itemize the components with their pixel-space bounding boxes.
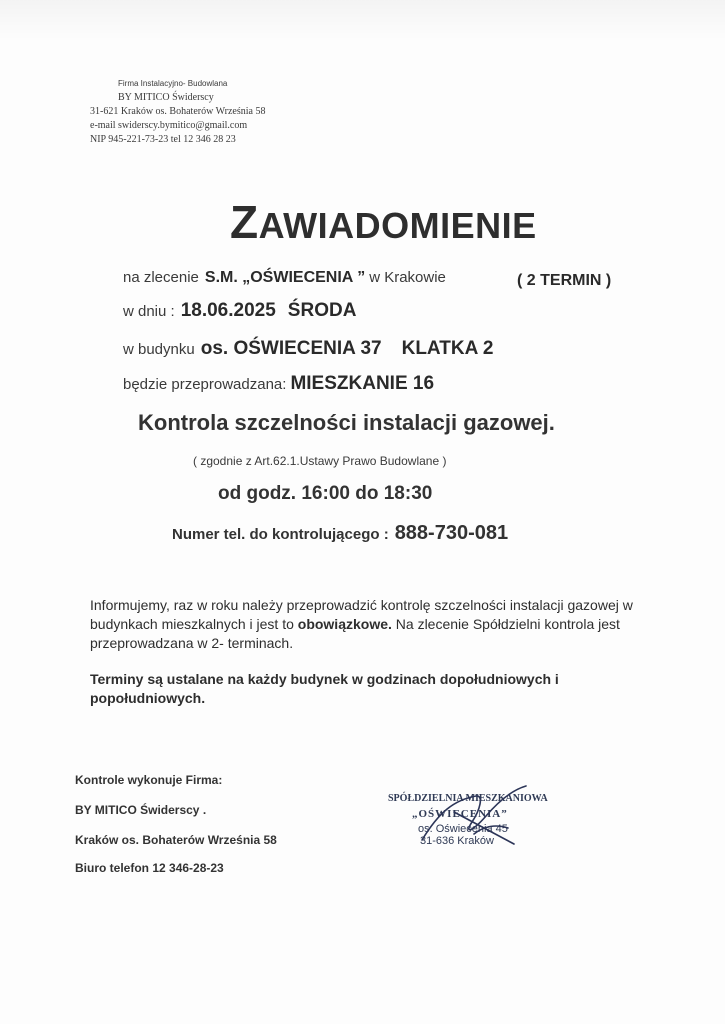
- date-value: 18.06.2025: [180, 300, 276, 321]
- schedule-paragraph: Terminy są ustalane na każdy budynek w godzinach dopołudniowych i popołudniowych.: [90, 671, 559, 706]
- date-line: [123, 300, 356, 322]
- handwritten-signature: [414, 782, 544, 857]
- stamp-line-3: os. Oświecenia 45: [418, 823, 508, 835]
- company-email: e-mail swiderscy.bymitico@gmail.com: [90, 120, 248, 131]
- stamp-line-2: „OŚWIECENIA”: [412, 808, 508, 820]
- apartment-value: MIESZKANIE 16: [290, 373, 435, 394]
- order-line: [123, 269, 612, 289]
- apartment-line: [123, 373, 434, 395]
- phone-label: Numer tel. do kontrolującego :: [172, 526, 389, 543]
- info-mandatory: obowiązkowe.: [297, 616, 392, 632]
- company-name: BY MITICO Świderscy: [118, 92, 214, 103]
- term-badge: ( 2 TERMIN ): [517, 272, 612, 289]
- building-value: os. OŚWIECENIA 37: [200, 338, 382, 359]
- performed-label: będzie przeprowadzana:: [123, 376, 287, 393]
- footer-phone: Biuro telefon 12 346-28-23: [75, 861, 224, 875]
- footer-company: BY MITICO Świderscy .: [75, 803, 207, 817]
- company-type: Firma Instalacyjno- Budowlana: [118, 79, 228, 88]
- legal-basis: ( zgodnie z Art.62.1.Ustawy Prawo Budowlane ): [193, 454, 447, 468]
- phone-number: 888-730-081: [394, 522, 509, 544]
- date-label: w dniu :: [123, 303, 175, 320]
- stamp-line-4: 31-636 Kraków: [420, 835, 494, 847]
- footer-performed-by: Kontrole wykonuje Firma:: [75, 773, 223, 787]
- scan-shadow: [0, 0, 725, 40]
- info-text-end: Na zlecenie Spółdzielni kontrola jest przeprowadzana w 2- terminach.: [90, 616, 620, 651]
- stamp-line-1: SPÓŁDZIELNIA MIESZKANIOWA: [388, 793, 548, 804]
- building-label: w budynku: [123, 341, 195, 358]
- staircase-value: KLATKA 2: [401, 338, 494, 359]
- footer-address: Kraków os. Bohaterów Września 58: [75, 833, 277, 847]
- title-initial: Z: [230, 196, 259, 248]
- building-line: [123, 338, 493, 360]
- company-address: 31-621 Kraków os. Bohaterów Września 58: [90, 106, 266, 117]
- info-paragraph: [90, 596, 650, 653]
- order-client: S.M. „OŚWIECENIA ”: [204, 269, 366, 286]
- document-title: [230, 195, 537, 249]
- inspector-phone-line: [172, 522, 508, 545]
- title-rest: AWIADOMIENIE: [258, 205, 537, 246]
- weekday-value: ŚRODA: [287, 300, 357, 321]
- company-nip-phone: NIP 945-221-73-23 tel 12 346 28 23: [90, 134, 236, 145]
- order-label: na zlecenie: [123, 269, 199, 286]
- inspection-subject: Kontrola szczelności instalacji gazowej.: [138, 410, 555, 435]
- order-city: w Krakowie: [369, 269, 446, 286]
- inspection-hours: od godz. 16:00 do 18:30: [218, 483, 433, 504]
- info-text-start: Informujemy, raz w roku należy przeprowadzić kontrolę szczelności instalacji gazowej w budynkach mieszkalnych i jest to: [90, 597, 633, 632]
